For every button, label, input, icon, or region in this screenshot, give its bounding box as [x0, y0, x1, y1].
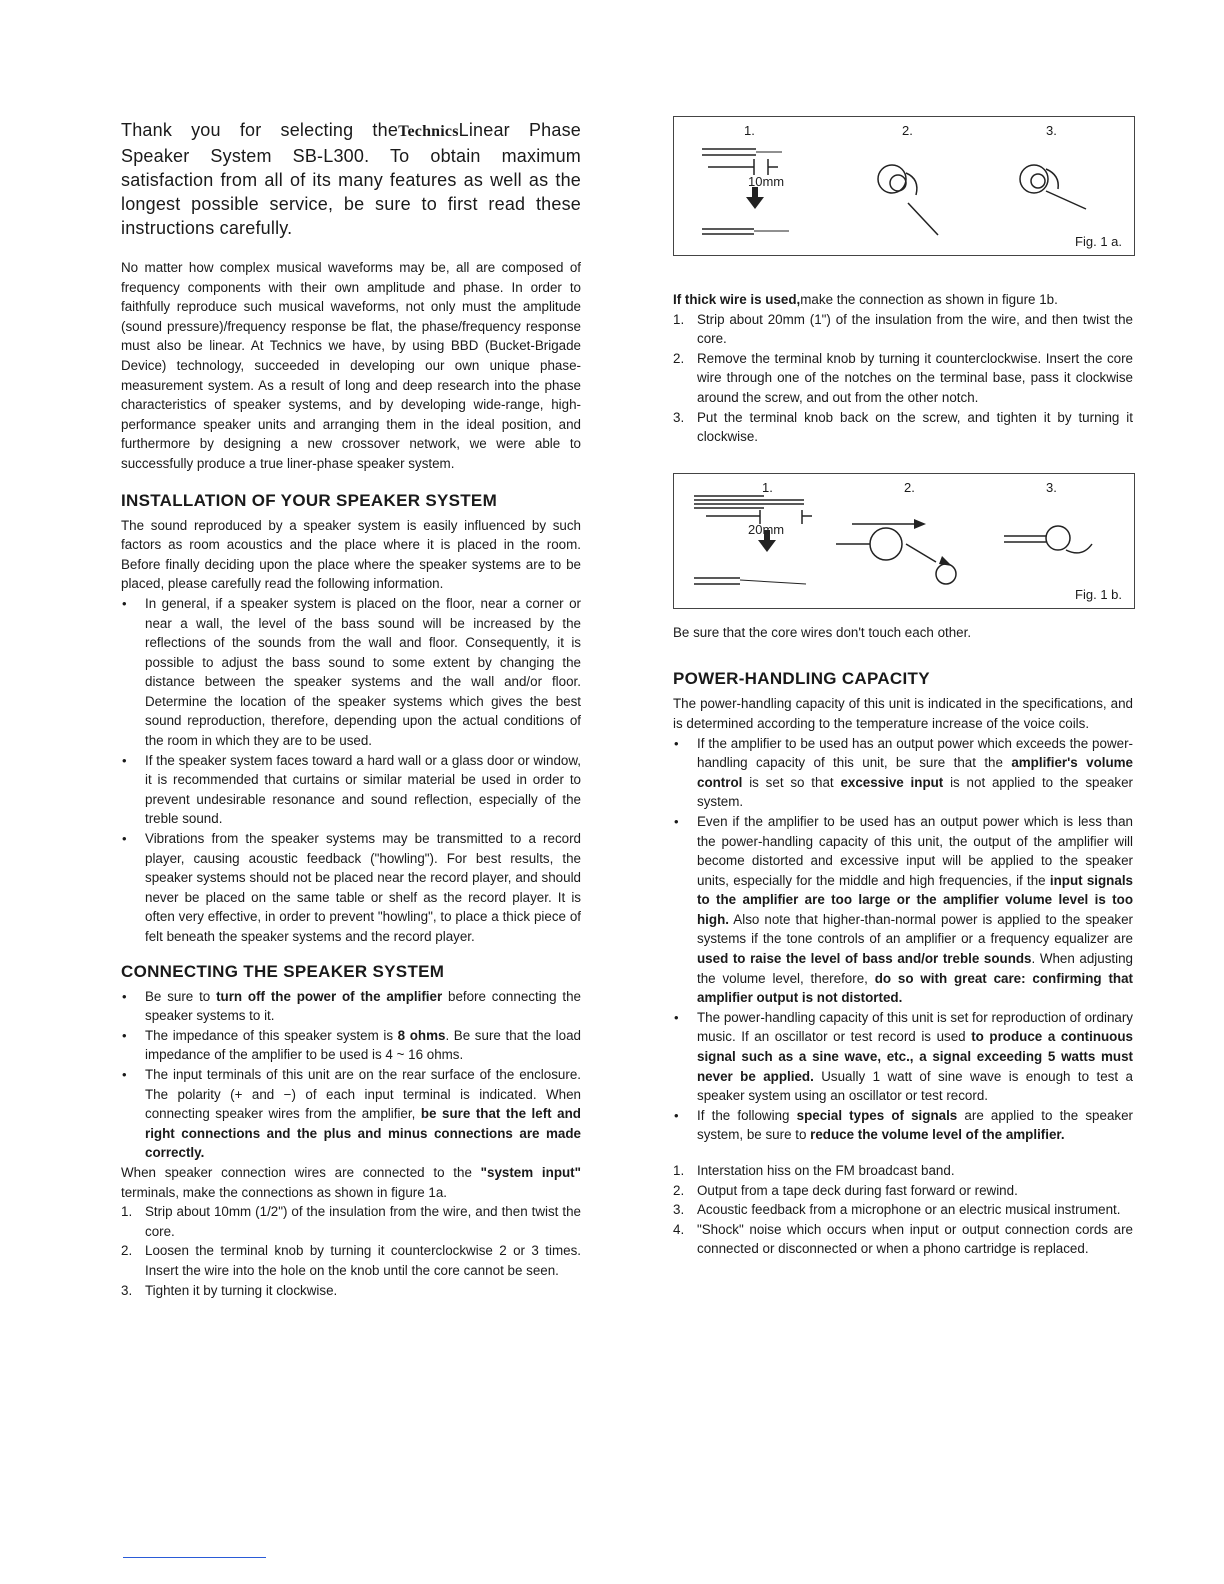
fig1b-step-3: 3. — [1046, 479, 1057, 495]
text: The input terminals of this unit are on the rear surface of the enclosure. The polarity (+ and −) of each input terminal is indicated. When connecting speaker wires from the amplifier, — [145, 1066, 581, 1122]
step-text: Remove the terminal knob by turning it counterclockwise. Insert the core wire through one of the notches on the terminal base, pass it clockwise around the screw, and out from the other notch. — [697, 350, 1133, 405]
installation-bullet-3: • Vibrations from the speaker systems may be transmitted to a record player, causing acoustic feedback ("howling"). For best results, the speaker systems should not be placed near the record player, and should never be placed on the same table or shelf as the record player. It is often very effective, in order to prevent "howling", to place a thick piece of felt beneath the speaker systems and the record player. — [121, 829, 581, 947]
installation-bullets — [121, 594, 581, 947]
connecting-section — [121, 961, 581, 1301]
step-text: Tighten it by turning it clockwise. — [145, 1282, 338, 1298]
signal-list — [673, 1161, 1133, 1259]
fig1b-step-1: 1. — [762, 479, 773, 495]
text: before connecting the speaker systems to it. — [145, 988, 581, 1024]
fig1a-caption: Fig. 1 a. — [1075, 234, 1122, 249]
fig1a-step-3: 3. — [1046, 123, 1057, 138]
text: The impedance of this speaker system is — [145, 1027, 398, 1043]
brand-name: Technics — [398, 123, 459, 140]
item-number: 3. — [673, 1202, 685, 1218]
intro-body: No matter how complex musical waveforms may be, all are composed of frequency components with their own amplitude and phase. In order to faithfully reproduce such musical waveforms, not only must the amplitude (sound pressure)/frequency response be flat, the phase/frequency response must also be linear. At Technics we have, by using BBD (Bucket-Brigade Device) technology, succeeded in developing our own unique phase-measurement system. As a result of long and deep research into the phase characteristics of speaker systems, and by developing wide-range, high-performance speaker units and arranging them in the ideal position, and furthermore by designing a new crossover network, we were able to successfully produce a true liner-phase speaker system. — [121, 260, 581, 471]
signal-item — [673, 1161, 1133, 1181]
step-text: Loosen the terminal knob by turning it counterclockwise 2 or 3 times. Insert the wire into the hole on the knob until the core cannot be seen. — [145, 1243, 581, 1278]
intro-lead — [121, 118, 581, 240]
bold-text: amplifier's volume control — [697, 755, 1134, 790]
signal-item — [673, 1181, 1133, 1201]
power-bullet-2 — [673, 812, 1133, 1008]
text: Usually 1 watt of sine wave is enough to test a speaker system using an oscillator or test record. — [697, 1068, 1133, 1104]
signal-item — [673, 1200, 1133, 1220]
step-number: 1. — [121, 1204, 133, 1220]
bold-text: reduce the volume level of the amplifier. — [810, 1127, 1065, 1143]
installation-bullet-2: • If the speaker system faces toward a hard wall or a glass door or window, it is recommended that curtains or similar material be used in order to prevent undesirable resonance and sound reflection, especially of the treble sound. — [121, 751, 581, 829]
power-bullets — [673, 734, 1133, 1145]
item-number: 4. — [673, 1221, 685, 1237]
connecting-title: CONNECTING THE SPEAKER SYSTEM — [121, 961, 445, 981]
bold-text: turn off the power of the amplifier — [216, 988, 443, 1004]
fig1a-step-1: 1. — [744, 123, 755, 138]
bold-text: 8 ohms — [397, 1027, 446, 1043]
intro-lead-pre: Thank you for selecting the — [121, 120, 399, 140]
fig1b-step-2: 2. — [904, 479, 915, 495]
step-number: 1. — [673, 311, 685, 327]
fig1a-step-2: 2. — [902, 123, 913, 138]
connecting-after — [121, 1163, 581, 1202]
bold-text: special types of signals — [796, 1107, 958, 1123]
bold-text: input signals to the amplifier are too large or the amplifier volume level is too high. — [697, 872, 1133, 927]
step-number: 3. — [121, 1282, 133, 1298]
step-number: 3. — [673, 409, 685, 425]
bold-text: "system input" — [480, 1164, 581, 1180]
power-intro: The power-handling capacity of this unit is indicated in the specifications, and is determined according to the temperature increase of the voice coils. — [673, 696, 1133, 731]
installation-intro: The sound reproduced by a speaker system is easily influenced by such factors as room acoustics and the place where it is placed in the room. Before finally deciding upon the place where the speaker systems are to be placed, please carefully read the following information. — [121, 517, 581, 592]
connecting-step — [121, 1281, 581, 1301]
bold-text: used to raise the level of bass and/or treble sounds — [697, 951, 1032, 967]
connecting-step — [121, 1241, 581, 1280]
fig1b-dimension-label: 20mm — [748, 521, 785, 537]
power-bullet-3 — [673, 1008, 1133, 1106]
thick-step — [673, 408, 1133, 447]
figure-1a — [673, 116, 1135, 256]
text: make the connection as shown in figure 1b. — [800, 292, 1058, 307]
installation-section — [121, 490, 581, 947]
power-title: POWER-HANDLING CAPACITY — [673, 669, 930, 689]
fig1b-illustration — [674, 474, 1134, 608]
connecting-bullet-1 — [121, 987, 581, 1026]
text: . Be sure that the load impedance of the amplifier to be used is 4 ~ 16 ohms. — [145, 1027, 581, 1063]
text: . When adjusting the volume level, therefore, — [697, 951, 1134, 986]
connecting-step — [121, 1202, 581, 1241]
item-number: 2. — [673, 1182, 685, 1198]
thick-wire-steps — [673, 310, 1133, 447]
fig1a-dimension-label: 10mm — [748, 174, 785, 189]
step-text: Strip about 10mm (1/2") of the insulation from the wire, and then twist the core. — [145, 1204, 581, 1239]
connecting-bullet-2 — [121, 1026, 581, 1065]
step-number: 2. — [121, 1243, 133, 1259]
thick-wire-lead — [673, 290, 1133, 310]
left-column — [121, 118, 581, 1314]
figure-1b — [673, 473, 1135, 609]
intro-lead-post: Linear Phase Speaker System SB-L300. To obtain maximum satisfaction from all of its many features as well as the longest possible service, be sure to first read these instructions carefully. — [121, 120, 581, 238]
step-text: Put the terminal knob back on the screw, and tighten it by turning it clockwise. — [697, 409, 1133, 445]
thick-step — [673, 310, 1133, 349]
connecting-steps — [121, 1202, 581, 1300]
item-text: Interstation hiss on the FM broadcast band. — [697, 1163, 955, 1178]
text: terminals, make the connections as shown in figure 1a. — [121, 1184, 448, 1200]
text: If the amplifier to be used has an output power which exceeds the power-handling capacity of this unit, be sure that the — [697, 735, 1133, 771]
footer-rule — [123, 1557, 266, 1558]
fig1b-caption: Fig. 1 b. — [1075, 586, 1122, 602]
text: When speaker connection wires are connected to the — [121, 1164, 481, 1180]
fig1a-illustration — [674, 117, 1134, 255]
bold-text: to produce a continuous signal such as a sine wave, etc., a signal exceeding 5 watts must never be applied. — [697, 1029, 1133, 1084]
installation-bullet-1: • In general, if a speaker system is placed on the floor, near a corner or near a wall, the level of the bass sound will be increased by the reflections of the sounds from the wall and floor. Consequently, it is possible to adjust the bass sound to some extent by changing the distance between the speaker systems and the wall and/or floor. Determine the location of the speaker systems which gives the best sound reproduction, therefore, depending upon the actual conditions of the room in which they are to be used. — [121, 594, 581, 751]
bold-text: If thick wire is used, — [673, 292, 801, 307]
power-section — [673, 668, 1133, 1259]
connecting-bullets — [121, 987, 581, 1163]
text: is set so that — [742, 774, 841, 790]
text: The power-handling capacity of this unit is set for reproduction of ordinary music. If an oscillator or test record is used — [697, 1009, 1133, 1045]
thick-step — [673, 349, 1133, 408]
step-number: 2. — [673, 350, 685, 366]
item-text: "Shock" noise which occurs when input or output connection cords are connected or disconnected or when a phono cartridge is replaced. — [697, 1221, 1133, 1257]
right-column — [673, 116, 1133, 1273]
figure-note: Be sure that the core wires don't touch each other. — [673, 624, 972, 640]
power-bullet-4 — [673, 1106, 1133, 1145]
installation-title: INSTALLATION OF YOUR SPEAKER SYSTEM — [121, 490, 498, 510]
text: If the following — [697, 1107, 797, 1123]
power-bullet-1 — [673, 734, 1133, 812]
text: Also note that higher-than-normal power is applied to the speaker systems if the tone controls of an amplifier or a frequency equalizer are — [697, 911, 1133, 947]
bold-text: be sure that the left and right connections and the plus and minus connections are made correctly. — [145, 1106, 581, 1161]
text: Be sure to — [145, 988, 217, 1004]
item-text: Output from a tape deck during fast forward or rewind. — [697, 1182, 1018, 1198]
connecting-bullet-3 — [121, 1065, 581, 1163]
item-number: 1. — [673, 1163, 685, 1178]
bold-text: excessive input — [840, 774, 944, 790]
signal-item — [673, 1220, 1133, 1259]
text: Even if the amplifier to be used has an output power which is less than the power-handling capacity of this unit, the output of the amplifier will become distorted and excessive input will be applied to the speaker units, especially for the middle and high frequencies, if the — [697, 813, 1133, 888]
text: are applied to the speaker system, be sure to — [697, 1107, 1133, 1143]
bold-text: do so with great care: confirming that amplifier output is not distorted. — [697, 970, 1133, 1006]
text: is not applied to the speaker system. — [697, 774, 1133, 810]
item-text: Acoustic feedback from a microphone or an electric musical instrument. — [697, 1202, 1121, 1218]
step-text: Strip about 20mm (1") of the insulation from the wire, and then twist the core. — [697, 311, 1133, 347]
